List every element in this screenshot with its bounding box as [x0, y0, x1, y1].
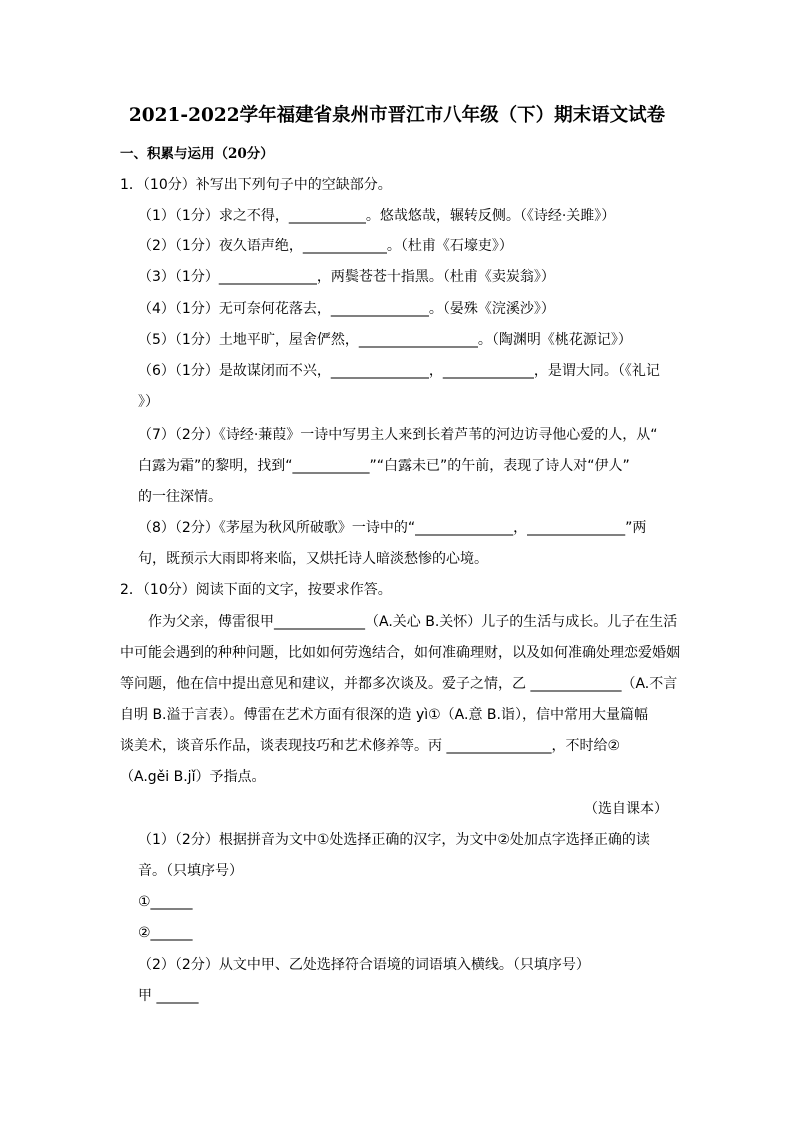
q1-item-5: （5）（1分）土地平旷，屋舍俨然，_________________。（陶渊明《桃花源记》） [138, 332, 632, 348]
answer-blank-1[interactable]: ①______ [138, 894, 193, 910]
passage-line: （A.gěi B.jǐ）予指点。 [120, 769, 266, 785]
q2-sub-1: （1）（2分）根据拼音为文中①处选择正确的汉字，为文中②处加点字选择正确的读 [138, 832, 650, 848]
q1-item-7: （7）（2分）《诗经·蒹葭》一诗中写男主人来到长着芦苇的河边访寻他心爱的人，从“ [138, 427, 658, 443]
q1-item-6-cont: 》） [138, 394, 159, 410]
passage-line: 自明 B.溢于言表）。傅雷在艺术方面有很深的造 yì①（A.意 B.诣），信中常用大量篇幅 [120, 707, 648, 723]
page-title: 2021-2022学年福建省泉州市晋江市八年级（下）期末语文试卷 [128, 105, 666, 126]
passage-line: 中可能会遇到的种种问题，比如如何劳逸结合，如何准确理财，以及如何准确处理恋爱婚姻 [120, 645, 680, 661]
q1-item-7-cont2: 的一往深情。 [138, 489, 222, 505]
source-note: （选自课本） [584, 801, 668, 817]
question-1-stem: 1．（10分）补写出下列句子中的空缺部分。 [120, 177, 392, 193]
section-heading: 一、积累与运用（20分） [120, 146, 274, 162]
answer-blank-2[interactable]: ②______ [138, 925, 193, 941]
q2-sub-2: （2）（2分）从文中甲、乙处选择符合语境的词语填入横线。（只填序号） [138, 957, 590, 973]
q2-sub-1-cont: 音。（只填序号） [138, 863, 243, 879]
question-2-stem: 2．（10分）阅读下面的文字，按要求作答。 [120, 582, 392, 598]
q1-item-2: （2）（1分）夜久语声绝，____________。（杜甫《石壕吏》） [138, 238, 513, 254]
q1-item-6: （6）（1分）是故谋闭而不兴，______________，_____________，是谓大同。（《礼记 [138, 363, 660, 379]
answer-blank-jia[interactable]: 甲 ______ [138, 988, 199, 1004]
passage-line: 谈美术，谈音乐作品，谈表现技巧和艺术修养等。丙 _______________，不时给② [120, 738, 620, 754]
q1-item-3: （3）（1分）______________，两鬓苍苍十指黑。（杜甫《卖炭翁》） [138, 269, 555, 285]
q1-item-8-cont: 句，既预示大雨即将来临，又烘托诗人暗淡愁惨的心境。 [138, 551, 488, 567]
passage-line: 等问题，他在信中提出意见和建议，并都多次谈及。爱子之情，乙 _____________（A.不言 [120, 676, 678, 692]
q1-item-4: （4）（1分）无可奈何花落去，______________。（晏殊《浣溪沙》） [138, 301, 555, 317]
q1-item-7-cont: 白露为霜”的黎明，找到“___________”“白露未已”的午前，表现了诗人对“伊人” [138, 458, 630, 474]
passage-line: 作为父亲，傅雷很甲_____________（A.关心 B.关怀）儿子的生活与成长。儿子在生活 [148, 614, 678, 630]
q1-item-1: （1）（1分）求之不得，___________。悠哉悠哉，辗转反侧。（《诗经·关雎》） [138, 208, 616, 224]
q1-item-8: （8）（2分）《茅屋为秋风所破歌》一诗中的“______________，______________”两 [138, 520, 647, 536]
